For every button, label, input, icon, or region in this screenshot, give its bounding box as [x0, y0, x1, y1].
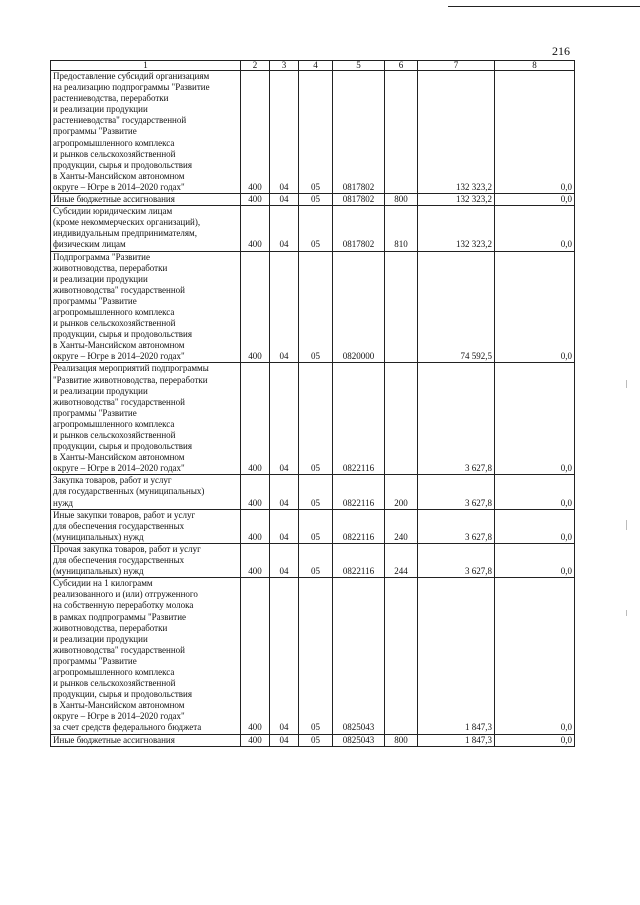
target-article-code: 0817802: [333, 194, 385, 206]
target-article-code: 0817802: [333, 206, 385, 251]
ministry-code: 400: [241, 509, 270, 543]
target-article-code: 0825043: [333, 734, 385, 746]
item-name: Иные бюджетные ассигнования: [51, 194, 241, 206]
amount-col8: 0,0: [495, 194, 575, 206]
table-row: [51, 543, 575, 577]
column-number: 4: [299, 61, 333, 71]
amount: 3 627,8: [418, 543, 495, 577]
amount-col8: 0,0: [495, 251, 575, 363]
item-name: Предоставление субсидий организациям на реализацию подпрограммы "Развитие растениеводства, переработки и реализации продукции растениеводства" государственной программы "Развитие агропромышленного комплекса и рынков сельскохозяйственной продукции, сырья и продовольствия в Ханты-Мансийском автономном округе – Югре в 2014–2020 годах": [51, 71, 241, 194]
expense-type-code: [385, 578, 418, 734]
expense-type-code: 800: [385, 734, 418, 746]
ministry-code: 400: [241, 251, 270, 363]
top-rule: [448, 6, 640, 7]
table-row: [51, 194, 575, 206]
target-article-code: 0820000: [333, 251, 385, 363]
section-code: 04: [270, 206, 299, 251]
table-row: [51, 509, 575, 543]
expense-type-code: 800: [385, 194, 418, 206]
subsection-code: 05: [299, 509, 333, 543]
amount-col8: 0,0: [495, 734, 575, 746]
item-name: Реализация мероприятий подпрограммы "Развитие животноводства, переработки и реализации продукции животноводства" государственной программы "Развитие агропромышленного комплекса и рынков сельскохозяйственной продукции, сырья и продовольствия в Ханты-Мансийском автономном округе – Югре в 2014–2020 годах": [51, 363, 241, 475]
expense-type-code: 240: [385, 509, 418, 543]
column-number: 7: [418, 61, 495, 71]
expense-type-code: [385, 251, 418, 363]
scan-mark: [626, 520, 627, 530]
item-name: Закупка товаров, работ и услуг для государственных (муниципальных) нужд: [51, 475, 241, 509]
item-name: Подпрограмма "Развитие животноводства, переработки и реализации продукции животноводства" государственной программы "Развитие агропромышленного комплекса и рынков сельскохозяйственной продукции, сырья и продовольствия в Ханты-Мансийском автономном округе – Югре в 2014–2020 годах": [51, 251, 241, 363]
amount: 3 627,8: [418, 363, 495, 475]
expense-type-code: 200: [385, 475, 418, 509]
expense-type-code: [385, 71, 418, 194]
table-row: [51, 251, 575, 363]
subsection-code: 05: [299, 71, 333, 194]
amount-col8: 0,0: [495, 363, 575, 475]
ministry-code: 400: [241, 194, 270, 206]
table-row: [51, 734, 575, 746]
subsection-code: 05: [299, 194, 333, 206]
subsection-code: 05: [299, 206, 333, 251]
table-row: [51, 206, 575, 251]
ministry-code: 400: [241, 578, 270, 734]
amount: 132 323,2: [418, 206, 495, 251]
column-number: 3: [270, 61, 299, 71]
target-article-code: 0825043: [333, 578, 385, 734]
target-article-code: 0822116: [333, 475, 385, 509]
amount: 3 627,8: [418, 509, 495, 543]
column-number: 6: [385, 61, 418, 71]
item-name: Субсидии юридическим лицам (кроме некоммерческих организаций), индивидуальным предпринимателям, физическим лицам: [51, 206, 241, 251]
subsection-code: 05: [299, 363, 333, 475]
column-number: 8: [495, 61, 575, 71]
subsection-code: 05: [299, 251, 333, 363]
item-name: Иные закупки товаров, работ и услуг для обеспечения государственных (муниципальных) нужд: [51, 509, 241, 543]
column-number: 5: [333, 61, 385, 71]
amount: 132 323,2: [418, 194, 495, 206]
ministry-code: 400: [241, 475, 270, 509]
amount: 3 627,8: [418, 475, 495, 509]
ministry-code: 400: [241, 543, 270, 577]
item-name: Прочая закупка товаров, работ и услуг для обеспечения государственных (муниципальных) нужд: [51, 543, 241, 577]
section-code: 04: [270, 194, 299, 206]
table-row: [51, 363, 575, 475]
target-article-code: 0817802: [333, 71, 385, 194]
subsection-code: 05: [299, 543, 333, 577]
section-code: 04: [270, 578, 299, 734]
column-number-row: [51, 61, 575, 71]
ministry-code: 400: [241, 206, 270, 251]
ministry-code: 400: [241, 734, 270, 746]
amount: 1 847,3: [418, 734, 495, 746]
amount-col8: 0,0: [495, 578, 575, 734]
ministry-code: 400: [241, 363, 270, 475]
expense-type-code: 810: [385, 206, 418, 251]
table-row: [51, 578, 575, 734]
section-code: 04: [270, 363, 299, 475]
amount: 1 847,3: [418, 578, 495, 734]
expense-type-code: [385, 363, 418, 475]
item-name: Иные бюджетные ассигнования: [51, 734, 241, 746]
budget-table: [50, 60, 575, 747]
amount: 132 323,2: [418, 71, 495, 194]
page-number: 216: [552, 44, 570, 58]
table-row: [51, 475, 575, 509]
subsection-code: 05: [299, 475, 333, 509]
target-article-code: 0822116: [333, 543, 385, 577]
amount-col8: 0,0: [495, 475, 575, 509]
amount-col8: 0,0: [495, 509, 575, 543]
target-article-code: 0822116: [333, 509, 385, 543]
amount-col8: 0,0: [495, 206, 575, 251]
subsection-code: 05: [299, 578, 333, 734]
amount: 74 592,5: [418, 251, 495, 363]
scan-mark: [626, 610, 627, 616]
section-code: 04: [270, 251, 299, 363]
subsection-code: 05: [299, 734, 333, 746]
item-name: Субсидии на 1 килограмм реализованного и (или) отгруженного на собственную переработку молока в рамках подпрограммы "Развитие животноводства, переработки и реализации продукции животноводства" государственной программы "Развитие агропромышленного комплекса и рынков сельскохозяйственной продукции, сырья и продовольствия в Ханты-Мансийском автономном округе – Югре в 2014–2020 годах" за счет средств федерального бюджета: [51, 578, 241, 734]
section-code: 04: [270, 71, 299, 194]
target-article-code: 0822116: [333, 363, 385, 475]
column-number: 2: [241, 61, 270, 71]
amount-col8: 0,0: [495, 543, 575, 577]
section-code: 04: [270, 475, 299, 509]
column-number: 1: [51, 61, 241, 71]
section-code: 04: [270, 734, 299, 746]
scan-mark: [626, 380, 627, 388]
section-code: 04: [270, 509, 299, 543]
amount-col8: 0,0: [495, 71, 575, 194]
table-row: [51, 71, 575, 194]
section-code: 04: [270, 543, 299, 577]
expense-type-code: 244: [385, 543, 418, 577]
ministry-code: 400: [241, 71, 270, 194]
